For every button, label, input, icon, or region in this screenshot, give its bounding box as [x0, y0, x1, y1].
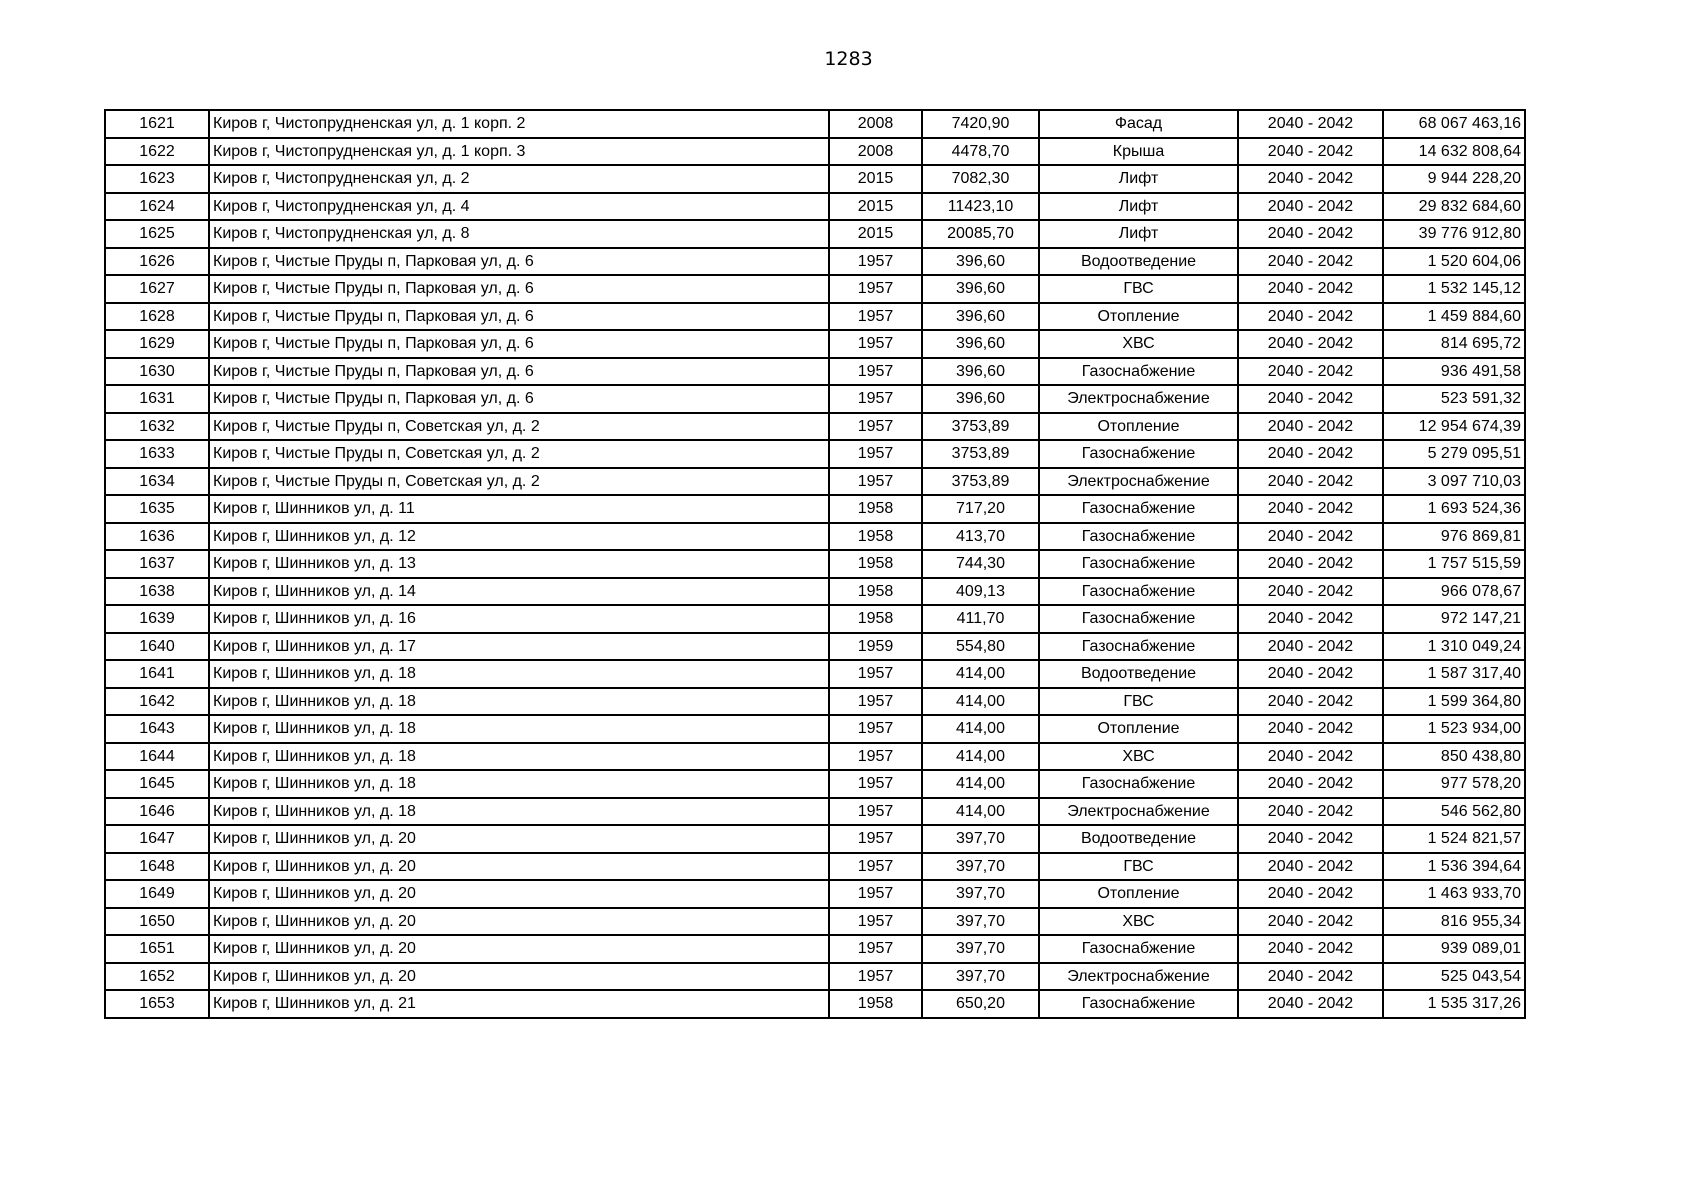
- address-cell: Киров г, Чистопрудненская ул, д. 1 корп. 3: [209, 138, 829, 166]
- period-cell: 2040 - 2042: [1238, 110, 1383, 138]
- table-row: [105, 743, 1525, 771]
- address-cell: Киров г, Шинников ул, д. 18: [209, 660, 829, 688]
- row-number: 1632: [105, 413, 209, 441]
- year-cell: 1957: [829, 715, 922, 743]
- table-row: [105, 605, 1525, 633]
- year-cell: 1957: [829, 358, 922, 386]
- area-cell: 396,60: [922, 303, 1039, 331]
- address-cell: Киров г, Шинников ул, д. 16: [209, 605, 829, 633]
- period-cell: 2040 - 2042: [1238, 468, 1383, 496]
- work-type-cell: Лифт: [1039, 220, 1238, 248]
- work-type-cell: Газоснабжение: [1039, 935, 1238, 963]
- area-cell: 7082,30: [922, 165, 1039, 193]
- year-cell: 2008: [829, 138, 922, 166]
- area-cell: 20085,70: [922, 220, 1039, 248]
- area-cell: 717,20: [922, 495, 1039, 523]
- year-cell: 1959: [829, 633, 922, 661]
- table-row: [105, 495, 1525, 523]
- cost-cell: 966 078,67: [1383, 578, 1525, 606]
- address-cell: Киров г, Чистопрудненская ул, д. 4: [209, 193, 829, 221]
- row-number: 1638: [105, 578, 209, 606]
- area-cell: 413,70: [922, 523, 1039, 551]
- period-cell: 2040 - 2042: [1238, 880, 1383, 908]
- address-cell: Киров г, Чистопрудненская ул, д. 2: [209, 165, 829, 193]
- period-cell: 2040 - 2042: [1238, 605, 1383, 633]
- address-cell: Киров г, Шинников ул, д. 21: [209, 990, 829, 1018]
- work-type-cell: Водоотведение: [1039, 248, 1238, 276]
- area-cell: 397,70: [922, 880, 1039, 908]
- row-number: 1623: [105, 165, 209, 193]
- cost-cell: 1 463 933,70: [1383, 880, 1525, 908]
- period-cell: 2040 - 2042: [1238, 770, 1383, 798]
- row-number: 1647: [105, 825, 209, 853]
- address-cell: Киров г, Шинников ул, д. 14: [209, 578, 829, 606]
- area-cell: 397,70: [922, 963, 1039, 991]
- table-row: [105, 220, 1525, 248]
- area-cell: 414,00: [922, 715, 1039, 743]
- cost-cell: 1 520 604,06: [1383, 248, 1525, 276]
- year-cell: 1957: [829, 330, 922, 358]
- year-cell: 1957: [829, 935, 922, 963]
- period-cell: 2040 - 2042: [1238, 825, 1383, 853]
- cost-cell: 5 279 095,51: [1383, 440, 1525, 468]
- area-cell: 3753,89: [922, 468, 1039, 496]
- work-type-cell: Лифт: [1039, 193, 1238, 221]
- work-type-cell: ГВС: [1039, 853, 1238, 881]
- row-number: 1640: [105, 633, 209, 661]
- area-cell: 4478,70: [922, 138, 1039, 166]
- period-cell: 2040 - 2042: [1238, 275, 1383, 303]
- address-cell: Киров г, Шинников ул, д. 18: [209, 798, 829, 826]
- row-number: 1649: [105, 880, 209, 908]
- row-number: 1621: [105, 110, 209, 138]
- row-number: 1629: [105, 330, 209, 358]
- period-cell: 2040 - 2042: [1238, 358, 1383, 386]
- year-cell: 1958: [829, 578, 922, 606]
- table-row: [105, 248, 1525, 276]
- period-cell: 2040 - 2042: [1238, 165, 1383, 193]
- table-body: [105, 110, 1525, 1018]
- year-cell: 1957: [829, 303, 922, 331]
- area-cell: 554,80: [922, 633, 1039, 661]
- cost-cell: 814 695,72: [1383, 330, 1525, 358]
- area-cell: 414,00: [922, 798, 1039, 826]
- cost-cell: 1 599 364,80: [1383, 688, 1525, 716]
- work-type-cell: Фасад: [1039, 110, 1238, 138]
- period-cell: 2040 - 2042: [1238, 963, 1383, 991]
- table-row: [105, 908, 1525, 936]
- year-cell: 2015: [829, 193, 922, 221]
- period-cell: 2040 - 2042: [1238, 578, 1383, 606]
- area-cell: 414,00: [922, 660, 1039, 688]
- year-cell: 1957: [829, 825, 922, 853]
- cost-cell: 523 591,32: [1383, 385, 1525, 413]
- row-number: 1641: [105, 660, 209, 688]
- row-number: 1625: [105, 220, 209, 248]
- address-cell: Киров г, Чистые Пруды п, Парковая ул, д. 6: [209, 358, 829, 386]
- cost-cell: 29 832 684,60: [1383, 193, 1525, 221]
- period-cell: 2040 - 2042: [1238, 495, 1383, 523]
- area-cell: 397,70: [922, 935, 1039, 963]
- cost-cell: 1 459 884,60: [1383, 303, 1525, 331]
- row-number: 1648: [105, 853, 209, 881]
- period-cell: 2040 - 2042: [1238, 990, 1383, 1018]
- year-cell: 1958: [829, 550, 922, 578]
- row-number: 1631: [105, 385, 209, 413]
- row-number: 1642: [105, 688, 209, 716]
- period-cell: 2040 - 2042: [1238, 385, 1383, 413]
- table-row: [105, 523, 1525, 551]
- cost-cell: 1 535 317,26: [1383, 990, 1525, 1018]
- table-row: [105, 578, 1525, 606]
- cost-cell: 977 578,20: [1383, 770, 1525, 798]
- cost-cell: 1 587 317,40: [1383, 660, 1525, 688]
- address-cell: Киров г, Чистые Пруды п, Парковая ул, д. 6: [209, 303, 829, 331]
- cost-cell: 936 491,58: [1383, 358, 1525, 386]
- area-cell: 397,70: [922, 825, 1039, 853]
- repair-schedule-table: [104, 109, 1526, 1019]
- work-type-cell: Газоснабжение: [1039, 495, 1238, 523]
- work-type-cell: Газоснабжение: [1039, 578, 1238, 606]
- work-type-cell: Газоснабжение: [1039, 990, 1238, 1018]
- area-cell: 411,70: [922, 605, 1039, 633]
- area-cell: 409,13: [922, 578, 1039, 606]
- row-number: 1643: [105, 715, 209, 743]
- work-type-cell: ХВС: [1039, 743, 1238, 771]
- cost-cell: 816 955,34: [1383, 908, 1525, 936]
- work-type-cell: Газоснабжение: [1039, 550, 1238, 578]
- work-type-cell: Отопление: [1039, 413, 1238, 441]
- row-number: 1630: [105, 358, 209, 386]
- work-type-cell: Крыша: [1039, 138, 1238, 166]
- area-cell: 3753,89: [922, 413, 1039, 441]
- address-cell: Киров г, Шинников ул, д. 18: [209, 743, 829, 771]
- area-cell: 397,70: [922, 908, 1039, 936]
- cost-cell: 1 532 145,12: [1383, 275, 1525, 303]
- row-number: 1650: [105, 908, 209, 936]
- cost-cell: 12 954 674,39: [1383, 413, 1525, 441]
- table-row: [105, 825, 1525, 853]
- period-cell: 2040 - 2042: [1238, 138, 1383, 166]
- area-cell: 414,00: [922, 743, 1039, 771]
- address-cell: Киров г, Шинников ул, д. 20: [209, 935, 829, 963]
- area-cell: 396,60: [922, 385, 1039, 413]
- work-type-cell: Отопление: [1039, 715, 1238, 743]
- year-cell: 1957: [829, 853, 922, 881]
- table-row: [105, 688, 1525, 716]
- year-cell: 1957: [829, 798, 922, 826]
- work-type-cell: Газоснабжение: [1039, 440, 1238, 468]
- cost-cell: 3 097 710,03: [1383, 468, 1525, 496]
- table-row: [105, 550, 1525, 578]
- year-cell: 1957: [829, 248, 922, 276]
- address-cell: Киров г, Шинников ул, д. 20: [209, 853, 829, 881]
- work-type-cell: Газоснабжение: [1039, 358, 1238, 386]
- period-cell: 2040 - 2042: [1238, 220, 1383, 248]
- work-type-cell: Газоснабжение: [1039, 523, 1238, 551]
- row-number: 1628: [105, 303, 209, 331]
- work-type-cell: Водоотведение: [1039, 660, 1238, 688]
- work-type-cell: Газоснабжение: [1039, 605, 1238, 633]
- cost-cell: 850 438,80: [1383, 743, 1525, 771]
- year-cell: 2015: [829, 165, 922, 193]
- cost-cell: 1 536 394,64: [1383, 853, 1525, 881]
- year-cell: 1957: [829, 963, 922, 991]
- table-row: [105, 963, 1525, 991]
- page-number: 1283: [824, 48, 873, 70]
- area-cell: 744,30: [922, 550, 1039, 578]
- table-row: [105, 193, 1525, 221]
- address-cell: Киров г, Шинников ул, д. 11: [209, 495, 829, 523]
- address-cell: Киров г, Чистые Пруды п, Парковая ул, д. 6: [209, 275, 829, 303]
- area-cell: 414,00: [922, 770, 1039, 798]
- cost-cell: 976 869,81: [1383, 523, 1525, 551]
- year-cell: 1958: [829, 605, 922, 633]
- cost-cell: 1 693 524,36: [1383, 495, 1525, 523]
- table-row: [105, 880, 1525, 908]
- address-cell: Киров г, Шинников ул, д. 13: [209, 550, 829, 578]
- cost-cell: 9 944 228,20: [1383, 165, 1525, 193]
- period-cell: 2040 - 2042: [1238, 908, 1383, 936]
- work-type-cell: Лифт: [1039, 165, 1238, 193]
- table-row: [105, 330, 1525, 358]
- year-cell: 1957: [829, 880, 922, 908]
- cost-cell: 68 067 463,16: [1383, 110, 1525, 138]
- table-row: [105, 770, 1525, 798]
- area-cell: 11423,10: [922, 193, 1039, 221]
- year-cell: 1957: [829, 660, 922, 688]
- year-cell: 1957: [829, 468, 922, 496]
- row-number: 1626: [105, 248, 209, 276]
- area-cell: 650,20: [922, 990, 1039, 1018]
- cost-cell: 1 310 049,24: [1383, 633, 1525, 661]
- row-number: 1637: [105, 550, 209, 578]
- row-number: 1633: [105, 440, 209, 468]
- table-row: [105, 715, 1525, 743]
- period-cell: 2040 - 2042: [1238, 440, 1383, 468]
- table-row: [105, 110, 1525, 138]
- table-row: [105, 440, 1525, 468]
- row-number: 1634: [105, 468, 209, 496]
- year-cell: 1957: [829, 440, 922, 468]
- address-cell: Киров г, Чистые Пруды п, Советская ул, д. 2: [209, 413, 829, 441]
- period-cell: 2040 - 2042: [1238, 743, 1383, 771]
- period-cell: 2040 - 2042: [1238, 688, 1383, 716]
- address-cell: Киров г, Шинников ул, д. 20: [209, 963, 829, 991]
- address-cell: Киров г, Чистые Пруды п, Советская ул, д. 2: [209, 440, 829, 468]
- year-cell: 1958: [829, 495, 922, 523]
- address-cell: Киров г, Шинников ул, д. 18: [209, 688, 829, 716]
- row-number: 1645: [105, 770, 209, 798]
- table-row: [105, 935, 1525, 963]
- row-number: 1653: [105, 990, 209, 1018]
- year-cell: 1958: [829, 523, 922, 551]
- cost-cell: 939 089,01: [1383, 935, 1525, 963]
- address-cell: Киров г, Чистые Пруды п, Советская ул, д. 2: [209, 468, 829, 496]
- year-cell: 1957: [829, 770, 922, 798]
- work-type-cell: Электроснабжение: [1039, 963, 1238, 991]
- work-type-cell: Отопление: [1039, 303, 1238, 331]
- work-type-cell: ХВС: [1039, 330, 1238, 358]
- table-row: [105, 990, 1525, 1018]
- row-number: 1639: [105, 605, 209, 633]
- table-row: [105, 275, 1525, 303]
- table-row: [105, 660, 1525, 688]
- row-number: 1651: [105, 935, 209, 963]
- area-cell: 7420,90: [922, 110, 1039, 138]
- address-cell: Киров г, Чистопрудненская ул, д. 8: [209, 220, 829, 248]
- cost-cell: 972 147,21: [1383, 605, 1525, 633]
- work-type-cell: ГВС: [1039, 275, 1238, 303]
- address-cell: Киров г, Шинников ул, д. 20: [209, 880, 829, 908]
- year-cell: 1957: [829, 413, 922, 441]
- period-cell: 2040 - 2042: [1238, 798, 1383, 826]
- year-cell: 1957: [829, 275, 922, 303]
- year-cell: 1957: [829, 688, 922, 716]
- address-cell: Киров г, Чистые Пруды п, Парковая ул, д. 6: [209, 385, 829, 413]
- table-row: [105, 138, 1525, 166]
- address-cell: Киров г, Шинников ул, д. 20: [209, 908, 829, 936]
- address-cell: Киров г, Шинников ул, д. 18: [209, 770, 829, 798]
- address-cell: Киров г, Шинников ул, д. 17: [209, 633, 829, 661]
- period-cell: 2040 - 2042: [1238, 413, 1383, 441]
- period-cell: 2040 - 2042: [1238, 550, 1383, 578]
- row-number: 1646: [105, 798, 209, 826]
- cost-cell: 525 043,54: [1383, 963, 1525, 991]
- area-cell: 396,60: [922, 275, 1039, 303]
- cost-cell: 39 776 912,80: [1383, 220, 1525, 248]
- table-row: [105, 165, 1525, 193]
- year-cell: 2008: [829, 110, 922, 138]
- address-cell: Киров г, Шинников ул, д. 18: [209, 715, 829, 743]
- address-cell: Киров г, Шинников ул, д. 12: [209, 523, 829, 551]
- work-type-cell: Электроснабжение: [1039, 798, 1238, 826]
- period-cell: 2040 - 2042: [1238, 853, 1383, 881]
- work-type-cell: Газоснабжение: [1039, 633, 1238, 661]
- work-type-cell: ГВС: [1039, 688, 1238, 716]
- table-row: [105, 798, 1525, 826]
- cost-cell: 546 562,80: [1383, 798, 1525, 826]
- row-number: 1627: [105, 275, 209, 303]
- period-cell: 2040 - 2042: [1238, 248, 1383, 276]
- area-cell: 396,60: [922, 330, 1039, 358]
- cost-cell: 14 632 808,64: [1383, 138, 1525, 166]
- area-cell: 397,70: [922, 853, 1039, 881]
- area-cell: 396,60: [922, 248, 1039, 276]
- work-type-cell: Водоотведение: [1039, 825, 1238, 853]
- area-cell: 396,60: [922, 358, 1039, 386]
- address-cell: Киров г, Чистопрудненская ул, д. 1 корп. 2: [209, 110, 829, 138]
- area-cell: 3753,89: [922, 440, 1039, 468]
- work-type-cell: Газоснабжение: [1039, 770, 1238, 798]
- period-cell: 2040 - 2042: [1238, 633, 1383, 661]
- row-number: 1636: [105, 523, 209, 551]
- year-cell: 1958: [829, 990, 922, 1018]
- address-cell: Киров г, Шинников ул, д. 20: [209, 825, 829, 853]
- period-cell: 2040 - 2042: [1238, 330, 1383, 358]
- table-row: [105, 303, 1525, 331]
- work-type-cell: Электроснабжение: [1039, 468, 1238, 496]
- row-number: 1644: [105, 743, 209, 771]
- address-cell: Киров г, Чистые Пруды п, Парковая ул, д. 6: [209, 248, 829, 276]
- year-cell: 1957: [829, 743, 922, 771]
- row-number: 1635: [105, 495, 209, 523]
- area-cell: 414,00: [922, 688, 1039, 716]
- cost-cell: 1 757 515,59: [1383, 550, 1525, 578]
- period-cell: 2040 - 2042: [1238, 193, 1383, 221]
- table-row: [105, 633, 1525, 661]
- year-cell: 1957: [829, 908, 922, 936]
- cost-cell: 1 523 934,00: [1383, 715, 1525, 743]
- period-cell: 2040 - 2042: [1238, 660, 1383, 688]
- row-number: 1652: [105, 963, 209, 991]
- table-row: [105, 358, 1525, 386]
- table-row: [105, 853, 1525, 881]
- year-cell: 1957: [829, 385, 922, 413]
- period-cell: 2040 - 2042: [1238, 715, 1383, 743]
- work-type-cell: ХВС: [1039, 908, 1238, 936]
- table-row: [105, 413, 1525, 441]
- period-cell: 2040 - 2042: [1238, 523, 1383, 551]
- table-row: [105, 385, 1525, 413]
- table-row: [105, 468, 1525, 496]
- year-cell: 2015: [829, 220, 922, 248]
- address-cell: Киров г, Чистые Пруды п, Парковая ул, д. 6: [209, 330, 829, 358]
- row-number: 1624: [105, 193, 209, 221]
- row-number: 1622: [105, 138, 209, 166]
- work-type-cell: Электроснабжение: [1039, 385, 1238, 413]
- period-cell: 2040 - 2042: [1238, 303, 1383, 331]
- work-type-cell: Отопление: [1039, 880, 1238, 908]
- cost-cell: 1 524 821,57: [1383, 825, 1525, 853]
- period-cell: 2040 - 2042: [1238, 935, 1383, 963]
